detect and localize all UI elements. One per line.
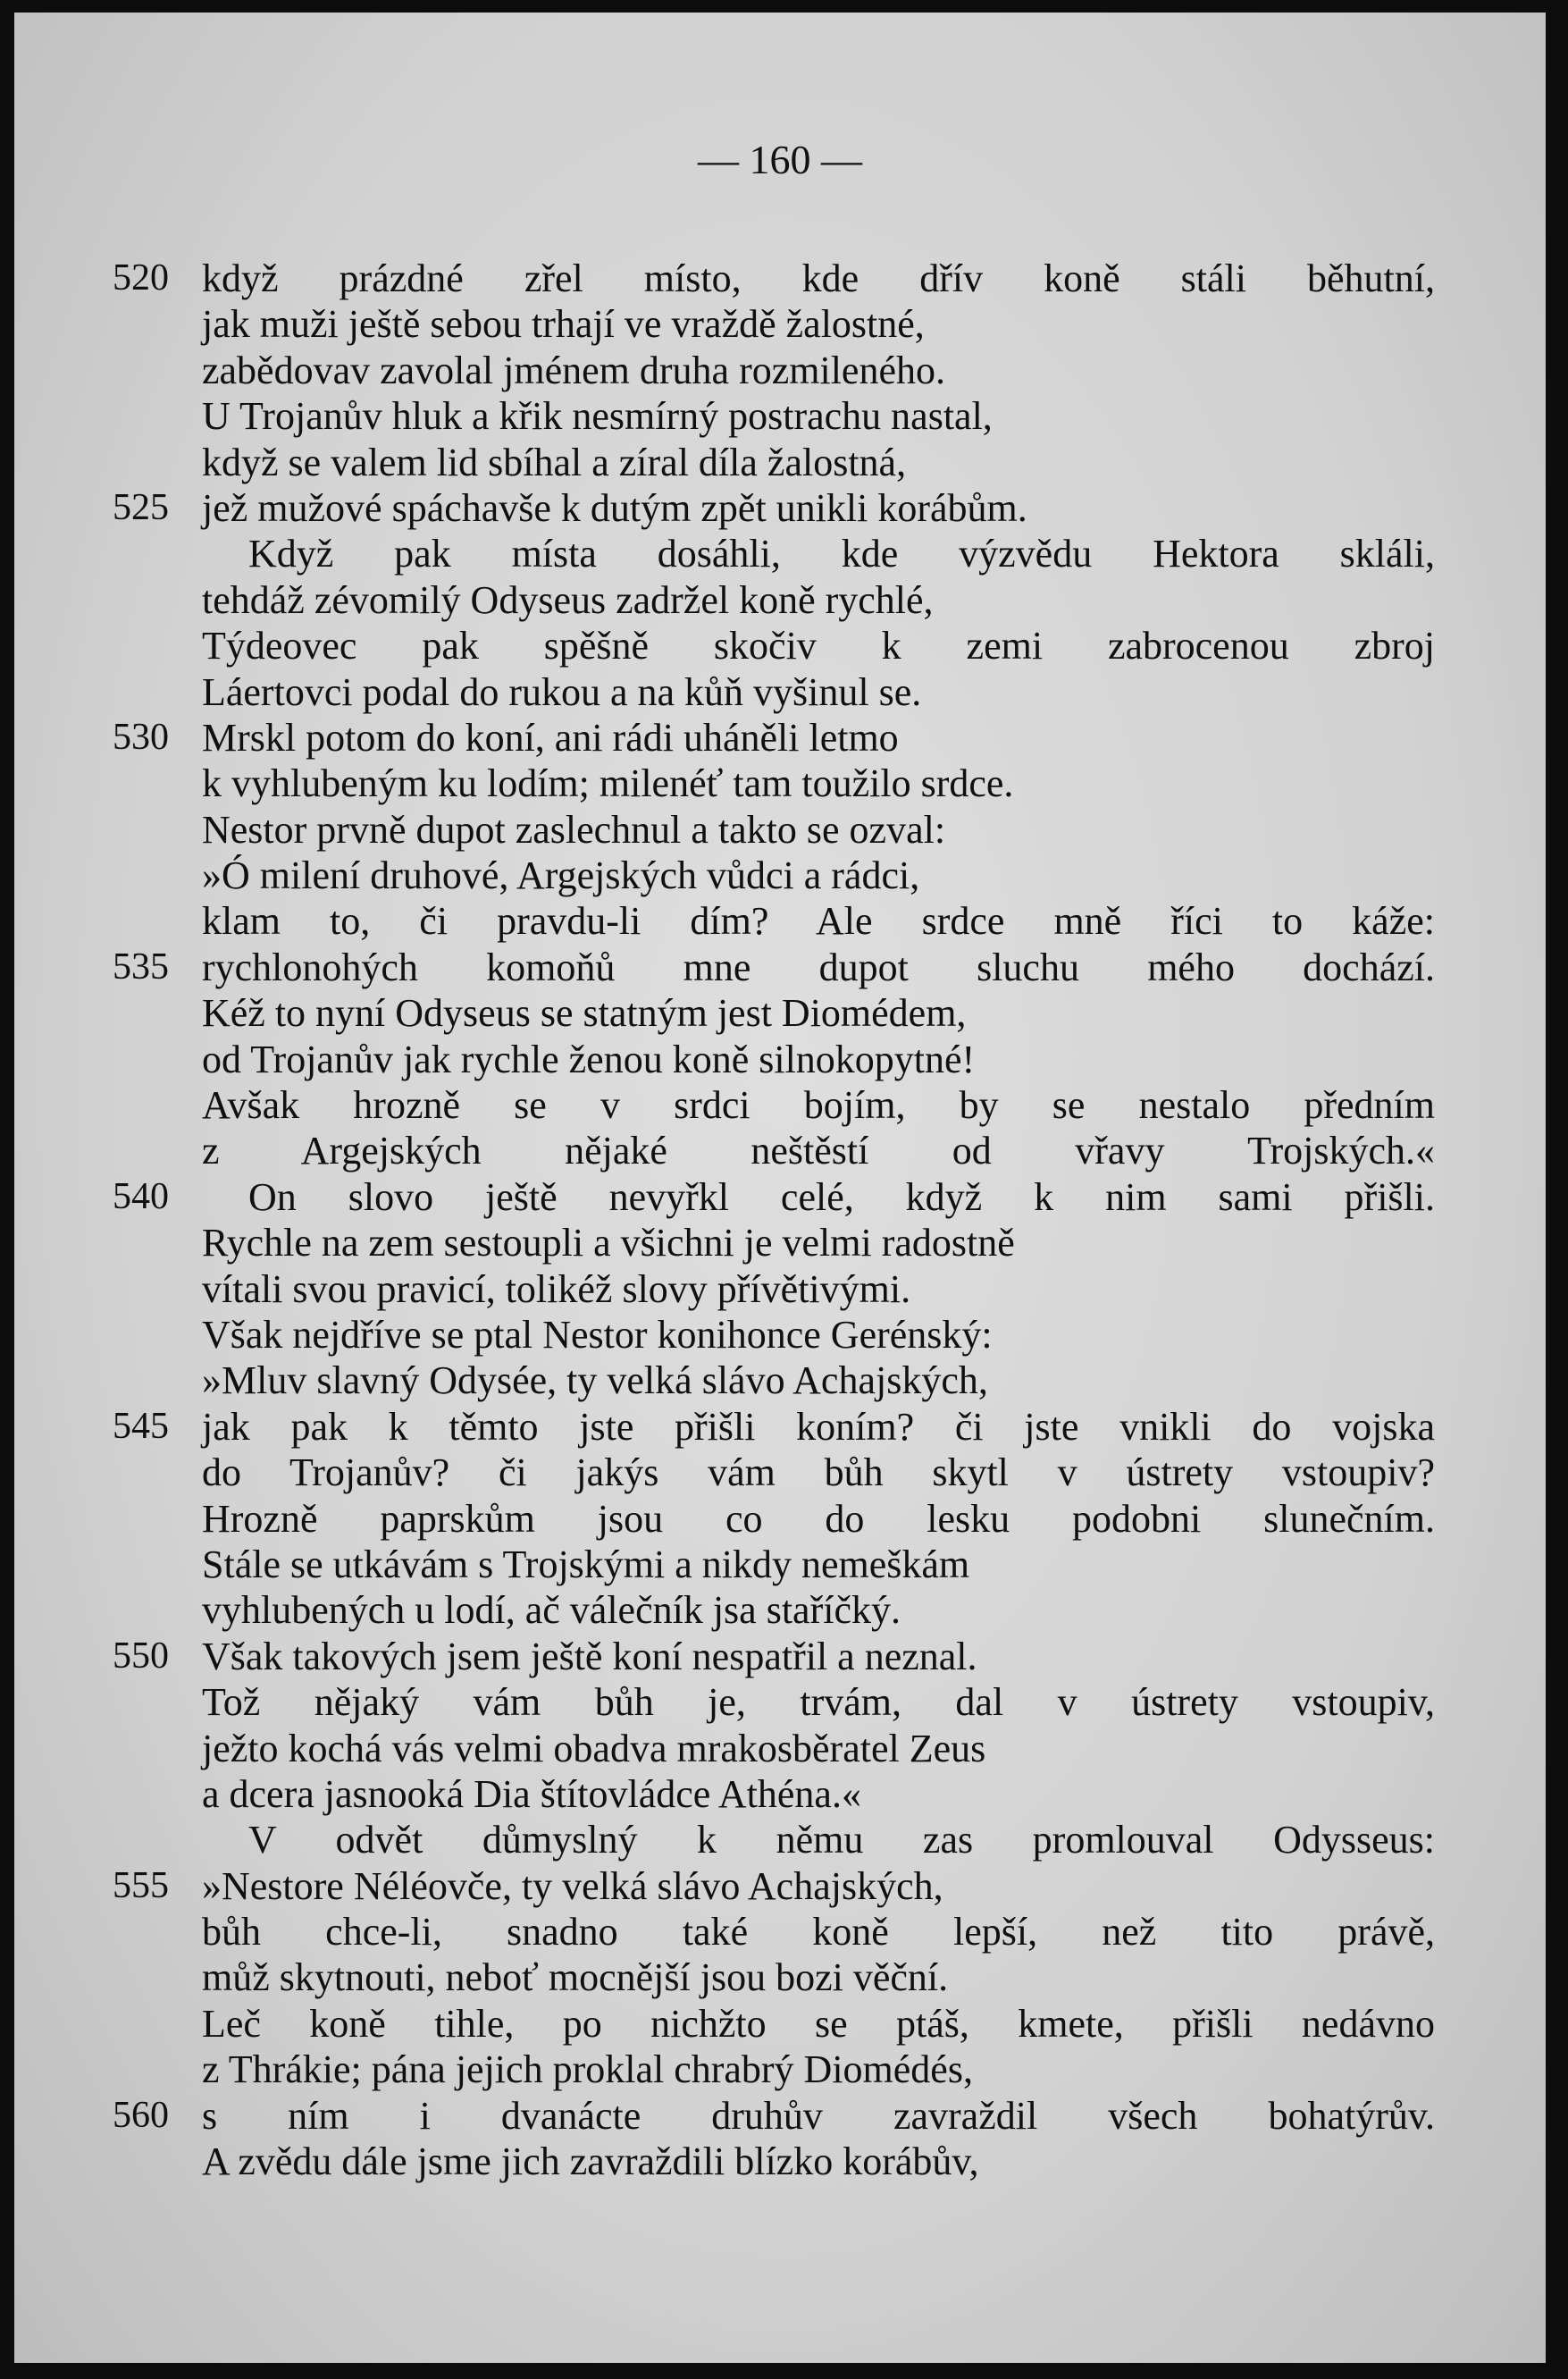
verse-line bbox=[113, 1404, 1435, 1450]
verse-line-text: Rychle na zem sestoupli a všichni je velmi radostně bbox=[202, 1221, 1015, 1265]
verse-line-text: Týdeovec pak spěšně skočiv k zemi zabrocenou zbroj bbox=[202, 624, 1435, 668]
verse-line bbox=[202, 2139, 1435, 2184]
verse-line bbox=[202, 393, 1435, 439]
verse-line-text: zabědovav zavolal jménem druha rozmileného. bbox=[202, 348, 945, 392]
verse-line bbox=[202, 577, 1435, 623]
verse-line bbox=[113, 256, 1435, 301]
verse-line-text: jak pak k těmto jste přišli koním? či jste vnikli do vojska bbox=[202, 1404, 1435, 1449]
verse-line-text: Mrskl potom do koní, ani rádi uháněli letmo bbox=[202, 715, 899, 760]
verse-line bbox=[202, 1128, 1435, 1173]
verse-line bbox=[202, 990, 1435, 1036]
verse-line bbox=[202, 1542, 1435, 1587]
verse-line bbox=[202, 2047, 1435, 2092]
verse-line-text: Kéž to nyní Odyseus se statným jest Diomédem, bbox=[202, 991, 967, 1036]
verse-line-text: k vyhlubeným ku lodím; milenéť tam toužilo srdce. bbox=[202, 761, 1014, 806]
line-number: 520 bbox=[113, 257, 169, 298]
verse-line-text: Nestor prvně dupot zaslechnul a takto se ozval: bbox=[202, 807, 946, 852]
verse-line-text: Když pak místa dosáhli, kde výzvědu Hektora skláli, bbox=[248, 532, 1435, 576]
verse-line bbox=[202, 1909, 1435, 1954]
page-number: — 160 — bbox=[698, 137, 862, 182]
verse-line-text: »Ó milení druhové, Argejských vůdci a rádci, bbox=[202, 853, 920, 898]
verse-line bbox=[113, 485, 1435, 531]
line-number: 550 bbox=[113, 1635, 169, 1677]
verse-line bbox=[113, 945, 1435, 990]
verse-line-text: Hrozně paprskům jsou co do lesku podobni slunečním. bbox=[202, 1496, 1435, 1541]
verse-line bbox=[202, 1266, 1435, 1312]
verse-line bbox=[202, 1679, 1435, 1725]
verse-line bbox=[202, 669, 1435, 715]
verse-line bbox=[202, 1496, 1435, 1542]
verse-line bbox=[113, 1863, 1435, 1909]
verse-line bbox=[202, 1220, 1435, 1265]
line-number: 560 bbox=[113, 2094, 169, 2136]
verse-line-text: On slovo ještě nevyřkl celé, když k nim sami přišli. bbox=[248, 1174, 1435, 1219]
verse-line bbox=[202, 2001, 1435, 2047]
verse-line-text: do Trojanův? či jakýs vám bůh skytl v ústrety vstoupiv? bbox=[202, 1450, 1435, 1495]
verse-line-text: »Mluv slavný Odysée, ty velká slávo Achajských, bbox=[202, 1358, 988, 1403]
verse-line bbox=[202, 1312, 1435, 1358]
verse-line bbox=[113, 2093, 1435, 2139]
verse-line bbox=[202, 853, 1435, 898]
line-number: 535 bbox=[113, 946, 169, 988]
verse-line bbox=[202, 1817, 1435, 1862]
verse-line bbox=[202, 1082, 1435, 1128]
verse-text bbox=[113, 256, 1435, 2184]
line-number: 555 bbox=[113, 1864, 169, 1906]
verse-line-text: Tož nějaký vám bůh je, trvám, dal v ústrety vstoupiv, bbox=[202, 1680, 1435, 1725]
line-number: 545 bbox=[113, 1405, 169, 1447]
verse-line bbox=[113, 715, 1435, 761]
verse-line-text: Však takových jsem ještě koní nespatřil a neznal. bbox=[202, 1634, 977, 1678]
verse-line bbox=[202, 440, 1435, 485]
verse-line-text: a dcera jasnooká Dia štítovládce Athéna.« bbox=[202, 1771, 861, 1816]
verse-line-text: Avšak hrozně se v srdci bojím, by se nestalo předním bbox=[202, 1083, 1435, 1128]
verse-line-text: z Thrákie; pána jejich proklal chrabrý Diomédés, bbox=[202, 2047, 973, 2092]
verse-line bbox=[202, 623, 1435, 668]
line-number: 530 bbox=[113, 716, 169, 758]
verse-line-text: »Nestore Néléovče, ty velká slávo Achajských, bbox=[202, 1863, 943, 1908]
verse-line-text: U Trojanův hluk a křik nesmírný postrachu nastal, bbox=[202, 394, 993, 439]
verse-line bbox=[113, 1174, 1435, 1220]
verse-line-text: Stále se utkávám s Trojskými a nikdy nemeškám bbox=[202, 1542, 970, 1586]
verse-line bbox=[202, 1954, 1435, 2000]
verse-line-text: když se valem lid sbíhal a zíral díla žalostná, bbox=[202, 440, 907, 484]
verse-line-text: s ním i dvanácte druhův zavraždil všech bohatýrův. bbox=[202, 2093, 1435, 2138]
verse-line bbox=[202, 1037, 1435, 1082]
verse-line bbox=[113, 1634, 1435, 1679]
line-number: 525 bbox=[113, 486, 169, 528]
verse-line bbox=[202, 1450, 1435, 1495]
verse-line-text: z Argejských nějaké neštěstí od vřavy Trojských.« bbox=[202, 1129, 1435, 1173]
verse-line bbox=[202, 807, 1435, 853]
verse-line bbox=[202, 348, 1435, 393]
verse-line-text: můž skytnouti, neboť mocnější jsou bozi věční. bbox=[202, 1955, 949, 2000]
verse-line bbox=[202, 761, 1435, 806]
verse-line-text: A zvědu dále jsme jich zavraždili blízko korábův, bbox=[202, 2139, 979, 2184]
verse-line-text: vítali svou pravicí, tolikéž slovy přívětivými. bbox=[202, 1266, 911, 1311]
verse-line-text: vyhlubených u lodí, ač válečník jsa staříčký. bbox=[202, 1588, 901, 1633]
book-page bbox=[14, 13, 1546, 2363]
verse-line-text: jak muži ještě sebou trhají ve vraždě žalostné, bbox=[202, 302, 925, 347]
verse-line bbox=[202, 531, 1435, 576]
verse-line-text: bůh chce-li, snadno také koně lepší, než tito právě, bbox=[202, 1910, 1435, 1954]
verse-line bbox=[202, 1726, 1435, 1771]
verse-line bbox=[202, 898, 1435, 944]
verse-line-text: tehdáž zévomilý Odyseus zadržel koně rychlé, bbox=[202, 577, 934, 622]
verse-line-text: když prázdné zřel místo, kde dřív koně stáli běhutní, bbox=[202, 256, 1435, 300]
verse-line-text: Leč koně tihle, po nichžto se ptáš, kmete, přišli nedávno bbox=[202, 2001, 1435, 2046]
verse-line bbox=[202, 1358, 1435, 1403]
verse-line bbox=[202, 1771, 1435, 1817]
verse-line-text: od Trojanův jak rychle ženou koně silnokopytné! bbox=[202, 1037, 976, 1081]
verse-line-text: klam to, či pravdu-li dím? Ale srdce mně říci to káže: bbox=[202, 899, 1435, 944]
verse-line-text: ježto kochá vás velmi obadva mrakosběratel Zeus bbox=[202, 1726, 986, 1770]
verse-line-text: jež mužové spáchavše k dutým zpět unikli korábům. bbox=[202, 485, 1027, 530]
verse-line bbox=[202, 1587, 1435, 1633]
verse-line-text: Však nejdříve se ptal Nestor konihonce Gerénský: bbox=[202, 1312, 993, 1357]
verse-line-text: V odvět důmyslný k němu zas promlouval Odysseus: bbox=[248, 1818, 1435, 1862]
line-number: 540 bbox=[113, 1175, 169, 1217]
verse-line-text: Láertovci podal do rukou a na kůň vyšinul se. bbox=[202, 669, 922, 714]
verse-line bbox=[202, 301, 1435, 347]
verse-line-text: rychlonohých komoňů mne dupot sluchu mého dochází. bbox=[202, 945, 1435, 989]
